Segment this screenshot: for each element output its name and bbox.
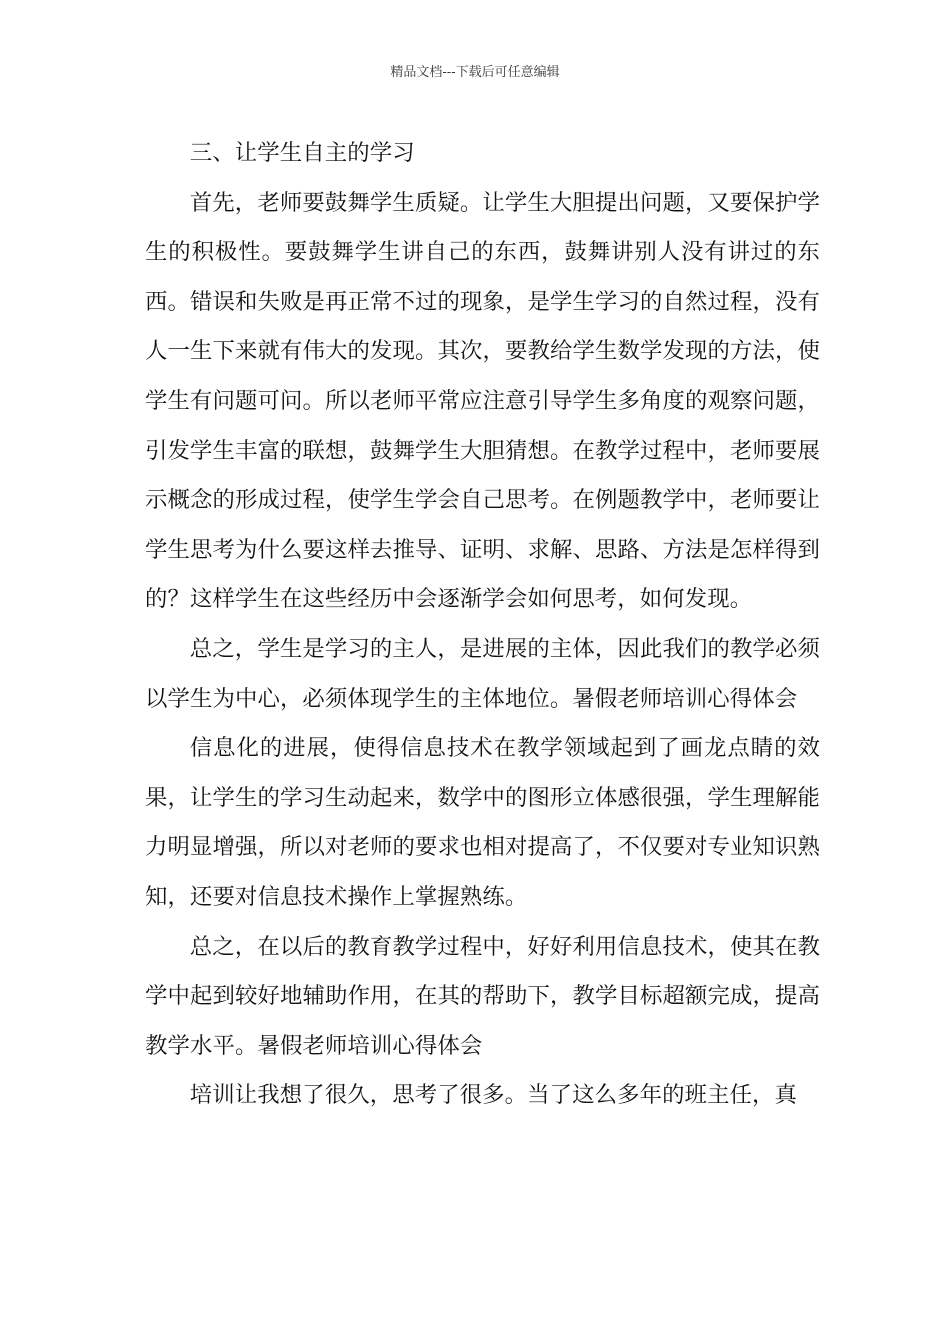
paragraph: 首先，老师要鼓舞学生质疑。让学生大胆提出问题，又要保护学生的积极性。要鼓舞学生讲自己的东西，鼓舞讲别人没有讲过的东西。错误和失败是再正常不过的现象，是学生学习的自然过程，没有人一生下来就有伟大的发现。其次，要教给学生数学发现的方法，使学生有问题可问。所以老师平常应注意引导学生多角度的观察问题，引发学生丰富的联想，鼓舞学生大胆猜想。在教学过程中，老师要展示概念的形成过程，使学生学会自己思考。在例题教学中，老师要让学生思考为什么要这样去推导、证明、求解、思路、方法是怎样得到的？这样学生在这些经历中会逐渐学会如何思考，如何发现。 [145,189,820,613]
paragraph: 信息化的进展，使得信息技术在教学领域起到了画龙点睛的效果，让学生的学习生动起来，数学中的图形立体感很强，学生理解能力明显增强，所以对老师的要求也相对提高了，不仅要对专业知识熟知，还要对信息技术操作上掌握熟练。 [145,735,820,910]
paragraph: 总之，在以后的教育教学过程中，好好利用信息技术，使其在教学中起到较好地辅助作用，在其的帮助下，教学目标超额完成，提高教学水平。暑假老师培训心得体会 [145,933,820,1059]
page-header: 精品文档---下载后可任意编辑 [390,65,560,80]
paragraph: 总之，学生是学习的主人，是进展的主体，因此我们的教学必须以学生为中心，必须体现学生的主体地位。暑假老师培训心得体会 [145,635,820,712]
section-heading: 三、让学生自主的学习 [189,140,415,166]
document-body [145,129,820,1121]
paragraph: 培训让我想了很久，思考了很多。当了这么多年的班主任，真 [189,1082,798,1109]
